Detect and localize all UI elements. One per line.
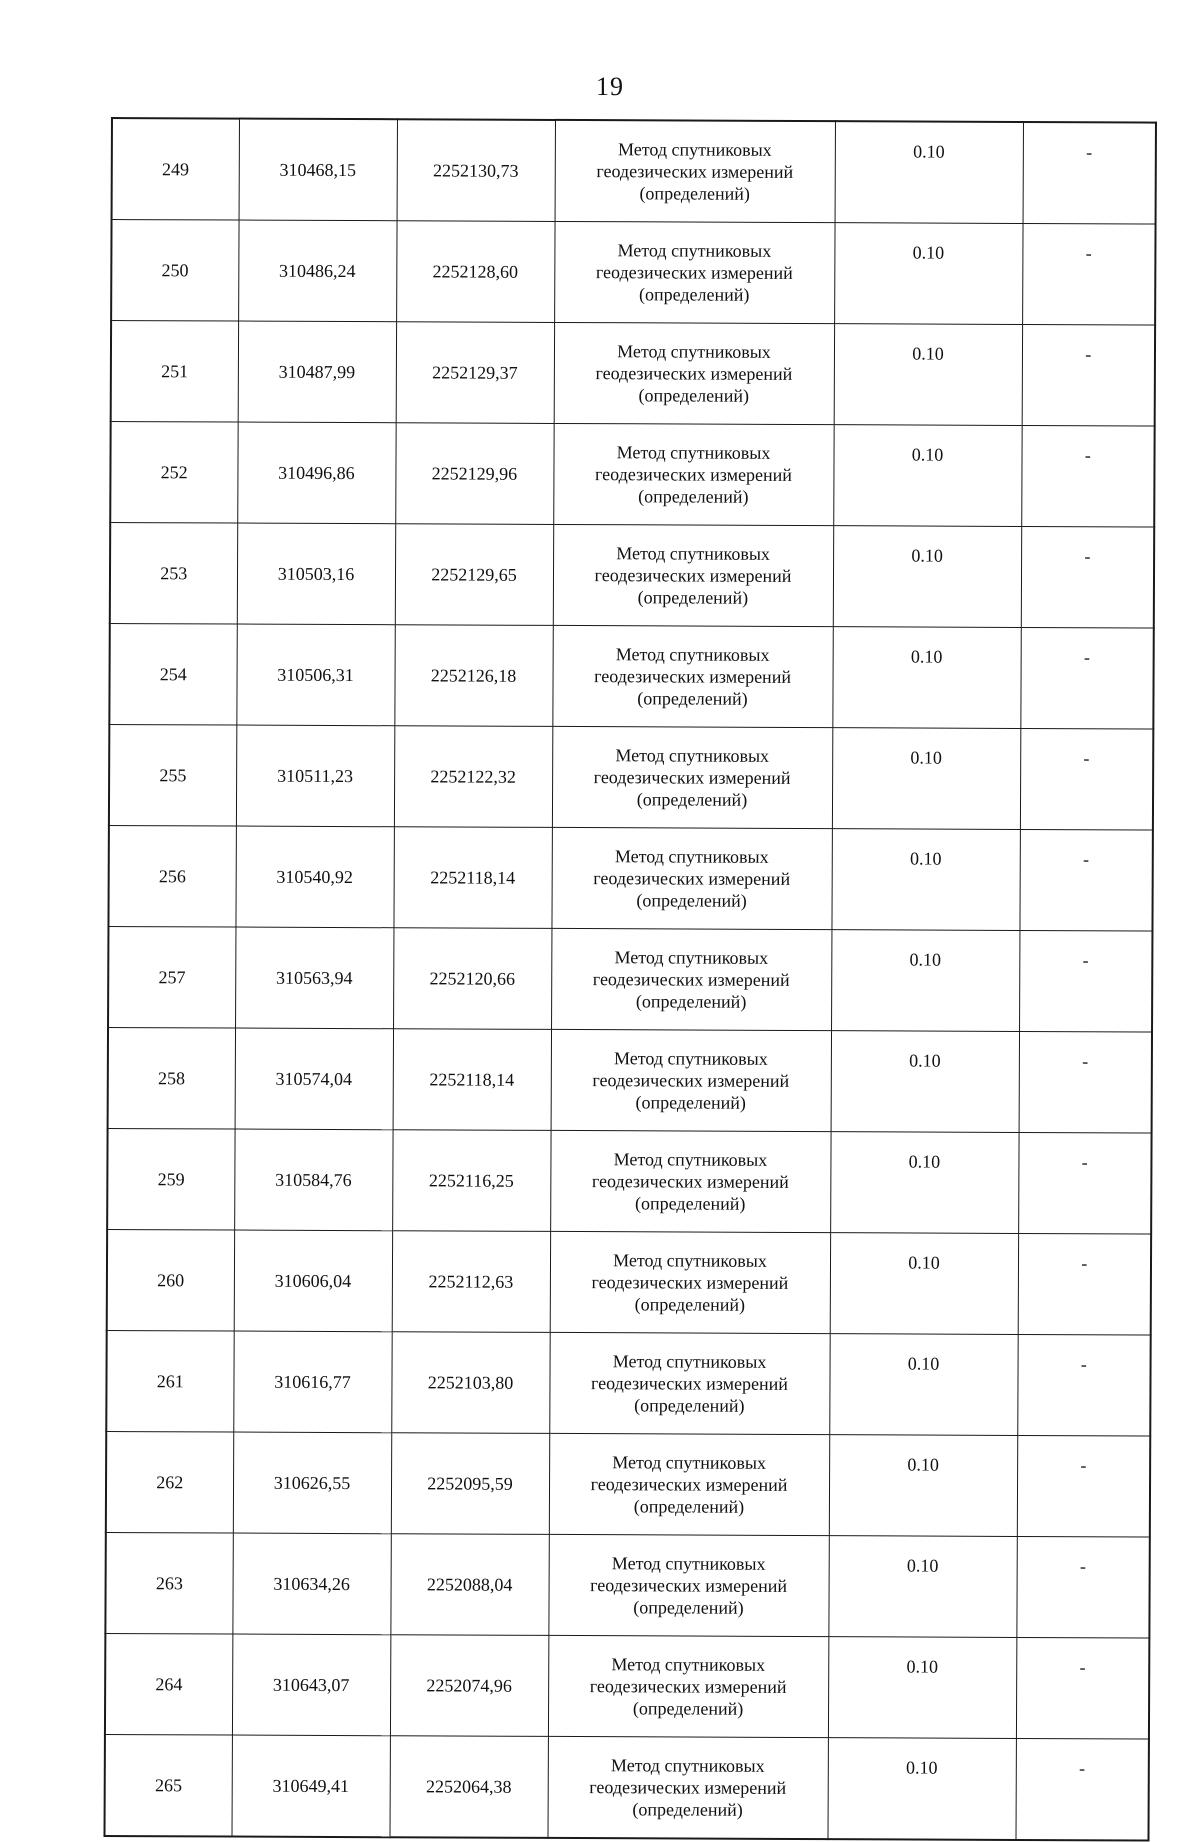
point-number-cell: 251: [111, 321, 238, 423]
method-line: Метод спутниковых: [617, 139, 772, 160]
x-coordinate-cell: 310563,94: [235, 927, 393, 1029]
method-line: (определений): [637, 688, 748, 709]
method-line: (определений): [638, 284, 750, 305]
coordinates-table: [103, 117, 1156, 1842]
y-coordinate-cell: 2252095,59: [391, 1433, 549, 1535]
accuracy-cell: 0.10: [828, 1536, 1016, 1638]
point-number-cell: 262: [106, 1431, 233, 1533]
y-coordinate-cell: 2252088,04: [390, 1534, 548, 1636]
method-cell: [553, 524, 833, 626]
table-row: [110, 523, 1154, 629]
point-number-cell: 254: [109, 623, 236, 725]
method-cell: [550, 1231, 830, 1333]
method-cell: [547, 1736, 827, 1839]
method-line: (определений): [635, 991, 747, 1012]
method-line: Метод спутниковых: [611, 1553, 766, 1574]
y-coordinate-cell: 2252112,63: [392, 1231, 550, 1333]
table-row: [106, 1431, 1150, 1537]
y-coordinate-cell: 2252128,60: [396, 221, 554, 323]
method-line: (определений): [634, 1294, 746, 1315]
table-row: [111, 321, 1155, 427]
method-cell: [554, 221, 834, 323]
y-coordinate-cell: 2252118,14: [393, 1029, 551, 1131]
method-cell: [552, 625, 832, 727]
y-coordinate-cell: 2252116,25: [392, 1130, 550, 1232]
method-cell: [548, 1534, 828, 1636]
method-line: геодезических измерений: [591, 1373, 788, 1394]
y-coordinate-cell: 2252064,38: [389, 1736, 547, 1838]
x-coordinate-cell: 310606,04: [234, 1230, 392, 1332]
table-row: [109, 623, 1153, 729]
method-line: Метод спутниковых: [610, 1755, 765, 1776]
y-coordinate-cell: 2252122,32: [394, 726, 552, 828]
method-cell: [551, 928, 831, 1030]
y-coordinate-cell: 2252130,73: [397, 119, 555, 221]
x-coordinate-cell: 310487,99: [238, 321, 396, 423]
x-coordinate-cell: 310496,86: [237, 422, 395, 524]
accuracy-cell: 0.10: [831, 1031, 1019, 1133]
note-cell: -: [1016, 1637, 1149, 1739]
x-coordinate-cell: 310540,92: [235, 826, 393, 928]
method-line: Метод спутниковых: [611, 1654, 766, 1675]
method-line: геодезических измерений: [593, 868, 791, 889]
accuracy-cell: 0.10: [830, 1132, 1018, 1234]
note-cell: -: [1019, 1031, 1152, 1133]
point-number-cell: 260: [107, 1229, 234, 1331]
accuracy-cell: 0.10: [835, 121, 1023, 223]
point-number-cell: 256: [108, 825, 235, 927]
method-line: геодезических измерений: [592, 1070, 790, 1091]
accuracy-cell: 0.10: [831, 829, 1019, 931]
point-number-cell: 253: [110, 523, 237, 625]
method-line: Метод спутниковых: [617, 240, 772, 261]
coordinates-table-wrapper: [103, 117, 1154, 1842]
method-line: геодезических измерений: [590, 1474, 788, 1495]
point-number-cell: 258: [108, 1027, 235, 1129]
method-line: геодезических измерений: [594, 565, 792, 586]
y-coordinate-cell: 2252074,96: [390, 1635, 548, 1737]
method-line: (определений): [636, 789, 748, 810]
y-coordinate-cell: 2252129,96: [395, 423, 553, 525]
method-cell: [553, 423, 833, 525]
y-coordinate-cell: 2252129,65: [395, 524, 553, 626]
point-number-cell: 259: [107, 1128, 234, 1230]
point-number-cell: 255: [109, 724, 236, 826]
point-number-cell: 252: [110, 422, 237, 524]
note-cell: -: [1015, 1738, 1148, 1840]
accuracy-cell: 0.10: [831, 930, 1019, 1032]
method-line: (определений): [635, 1092, 746, 1113]
table-row: [108, 825, 1152, 931]
method-cell: [551, 827, 831, 929]
method-line: геодезических измерений: [595, 262, 793, 283]
method-line: (определений): [633, 1597, 744, 1618]
accuracy-cell: 0.10: [827, 1738, 1015, 1840]
method-cell: [551, 1029, 831, 1131]
note-cell: -: [1019, 829, 1152, 931]
method-line: (определений): [634, 1395, 745, 1416]
method-line: Метод спутниковых: [614, 846, 769, 867]
accuracy-cell: 0.10: [833, 526, 1021, 628]
method-line: геодезических измерений: [590, 1575, 788, 1596]
method-line: геодезических измерений: [592, 969, 790, 990]
note-cell: -: [1021, 425, 1154, 527]
method-line: геодезических измерений: [591, 1272, 789, 1293]
method-line: Метод спутниковых: [616, 543, 770, 564]
method-line: (определений): [635, 1193, 746, 1214]
method-line: Метод спутниковых: [615, 745, 770, 766]
note-cell: -: [1018, 1233, 1151, 1335]
method-line: (определений): [639, 183, 750, 204]
table-body: [104, 118, 1155, 1841]
note-cell: -: [1021, 526, 1154, 628]
method-line: Метод спутниковых: [617, 341, 771, 362]
point-number-cell: 249: [112, 118, 239, 220]
method-line: (определений): [632, 1698, 744, 1719]
note-cell: -: [1019, 930, 1152, 1032]
note-cell: -: [1022, 223, 1155, 325]
point-number-cell: 257: [108, 926, 235, 1028]
point-number-cell: 264: [105, 1633, 232, 1735]
table-row: [111, 220, 1155, 326]
method-line: геодезических измерений: [593, 767, 791, 788]
point-number-cell: 261: [106, 1330, 233, 1432]
table-row: [108, 926, 1152, 1032]
method-line: (определений): [638, 486, 749, 507]
x-coordinate-cell: 310634,26: [232, 1533, 390, 1635]
note-cell: -: [1020, 728, 1153, 830]
method-cell: [552, 726, 832, 828]
method-line: (определений): [638, 385, 750, 406]
method-cell: [549, 1332, 829, 1434]
method-line: (определений): [632, 1799, 743, 1820]
table-row: [108, 1027, 1152, 1133]
method-line: геодезических измерений: [589, 1777, 787, 1798]
method-cell: [548, 1635, 828, 1737]
table-row: [105, 1633, 1149, 1739]
method-line: (определений): [637, 587, 749, 608]
accuracy-cell: 0.10: [832, 627, 1020, 729]
table-row: [106, 1330, 1150, 1436]
note-cell: -: [1017, 1435, 1150, 1537]
method-line: Метод спутниковых: [612, 1452, 767, 1473]
method-line: геодезических измерений: [591, 1171, 789, 1192]
method-line: Метод спутниковых: [616, 442, 771, 463]
table-row: [110, 422, 1154, 528]
x-coordinate-cell: 310626,55: [233, 1432, 391, 1534]
accuracy-cell: 0.10: [834, 223, 1022, 325]
table-row: [112, 118, 1156, 224]
x-coordinate-cell: 310574,04: [235, 1028, 393, 1130]
x-coordinate-cell: 310584,76: [234, 1129, 392, 1231]
x-coordinate-cell: 310616,77: [233, 1331, 391, 1433]
method-line: геодезических измерений: [596, 161, 794, 182]
note-cell: -: [1017, 1334, 1150, 1436]
y-coordinate-cell: 2252103,80: [391, 1332, 549, 1434]
accuracy-cell: 0.10: [832, 728, 1020, 830]
x-coordinate-cell: 310486,24: [238, 220, 396, 322]
x-coordinate-cell: 310649,41: [231, 1735, 389, 1837]
y-coordinate-cell: 2252120,66: [393, 928, 551, 1030]
x-coordinate-cell: 310503,16: [237, 523, 395, 625]
x-coordinate-cell: 310511,23: [236, 725, 394, 827]
accuracy-cell: 0.10: [834, 324, 1022, 426]
x-coordinate-cell: 310643,07: [232, 1634, 390, 1736]
method-line: геодезических измерений: [594, 464, 792, 485]
accuracy-cell: 0.10: [828, 1637, 1016, 1739]
y-coordinate-cell: 2252126,18: [394, 625, 552, 727]
method-line: Метод спутниковых: [612, 1351, 767, 1372]
note-cell: -: [1018, 1132, 1151, 1234]
y-coordinate-cell: 2252129,37: [396, 322, 554, 424]
note-cell: -: [1020, 627, 1153, 729]
method-line: (определений): [633, 1496, 745, 1517]
method-cell: [554, 322, 834, 424]
point-number-cell: 263: [105, 1532, 232, 1634]
x-coordinate-cell: 310506,31: [236, 624, 394, 726]
method-line: Метод спутниковых: [613, 1149, 768, 1170]
note-cell: -: [1022, 324, 1155, 426]
accuracy-cell: 0.10: [830, 1233, 1018, 1335]
table-row: [105, 1532, 1149, 1638]
accuracy-cell: 0.10: [829, 1435, 1017, 1537]
note-cell: -: [1016, 1536, 1149, 1638]
method-cell: [549, 1433, 829, 1535]
method-cell: [555, 120, 835, 223]
note-cell: -: [1023, 122, 1156, 224]
method-line: Метод спутниковых: [615, 644, 770, 665]
accuracy-cell: 0.10: [829, 1334, 1017, 1436]
method-line: Метод спутниковых: [613, 1048, 768, 1069]
method-line: Метод спутниковых: [614, 947, 769, 968]
method-line: геодезических измерений: [589, 1676, 787, 1697]
table-row: [107, 1128, 1151, 1234]
accuracy-cell: 0.10: [833, 425, 1021, 527]
table-row: [109, 724, 1153, 830]
method-line: Метод спутниковых: [613, 1250, 767, 1271]
method-line: геодезических измерений: [594, 666, 792, 687]
table-row: [107, 1229, 1151, 1335]
page-number: 19: [596, 72, 624, 101]
method-line: геодезических измерений: [595, 363, 793, 384]
method-line: (определений): [636, 890, 747, 911]
point-number-cell: 265: [104, 1734, 231, 1836]
y-coordinate-cell: 2252118,14: [393, 827, 551, 929]
point-number-cell: 250: [111, 220, 238, 322]
table-row: [104, 1734, 1148, 1840]
method-cell: [550, 1130, 830, 1232]
x-coordinate-cell: 310468,15: [239, 119, 397, 221]
